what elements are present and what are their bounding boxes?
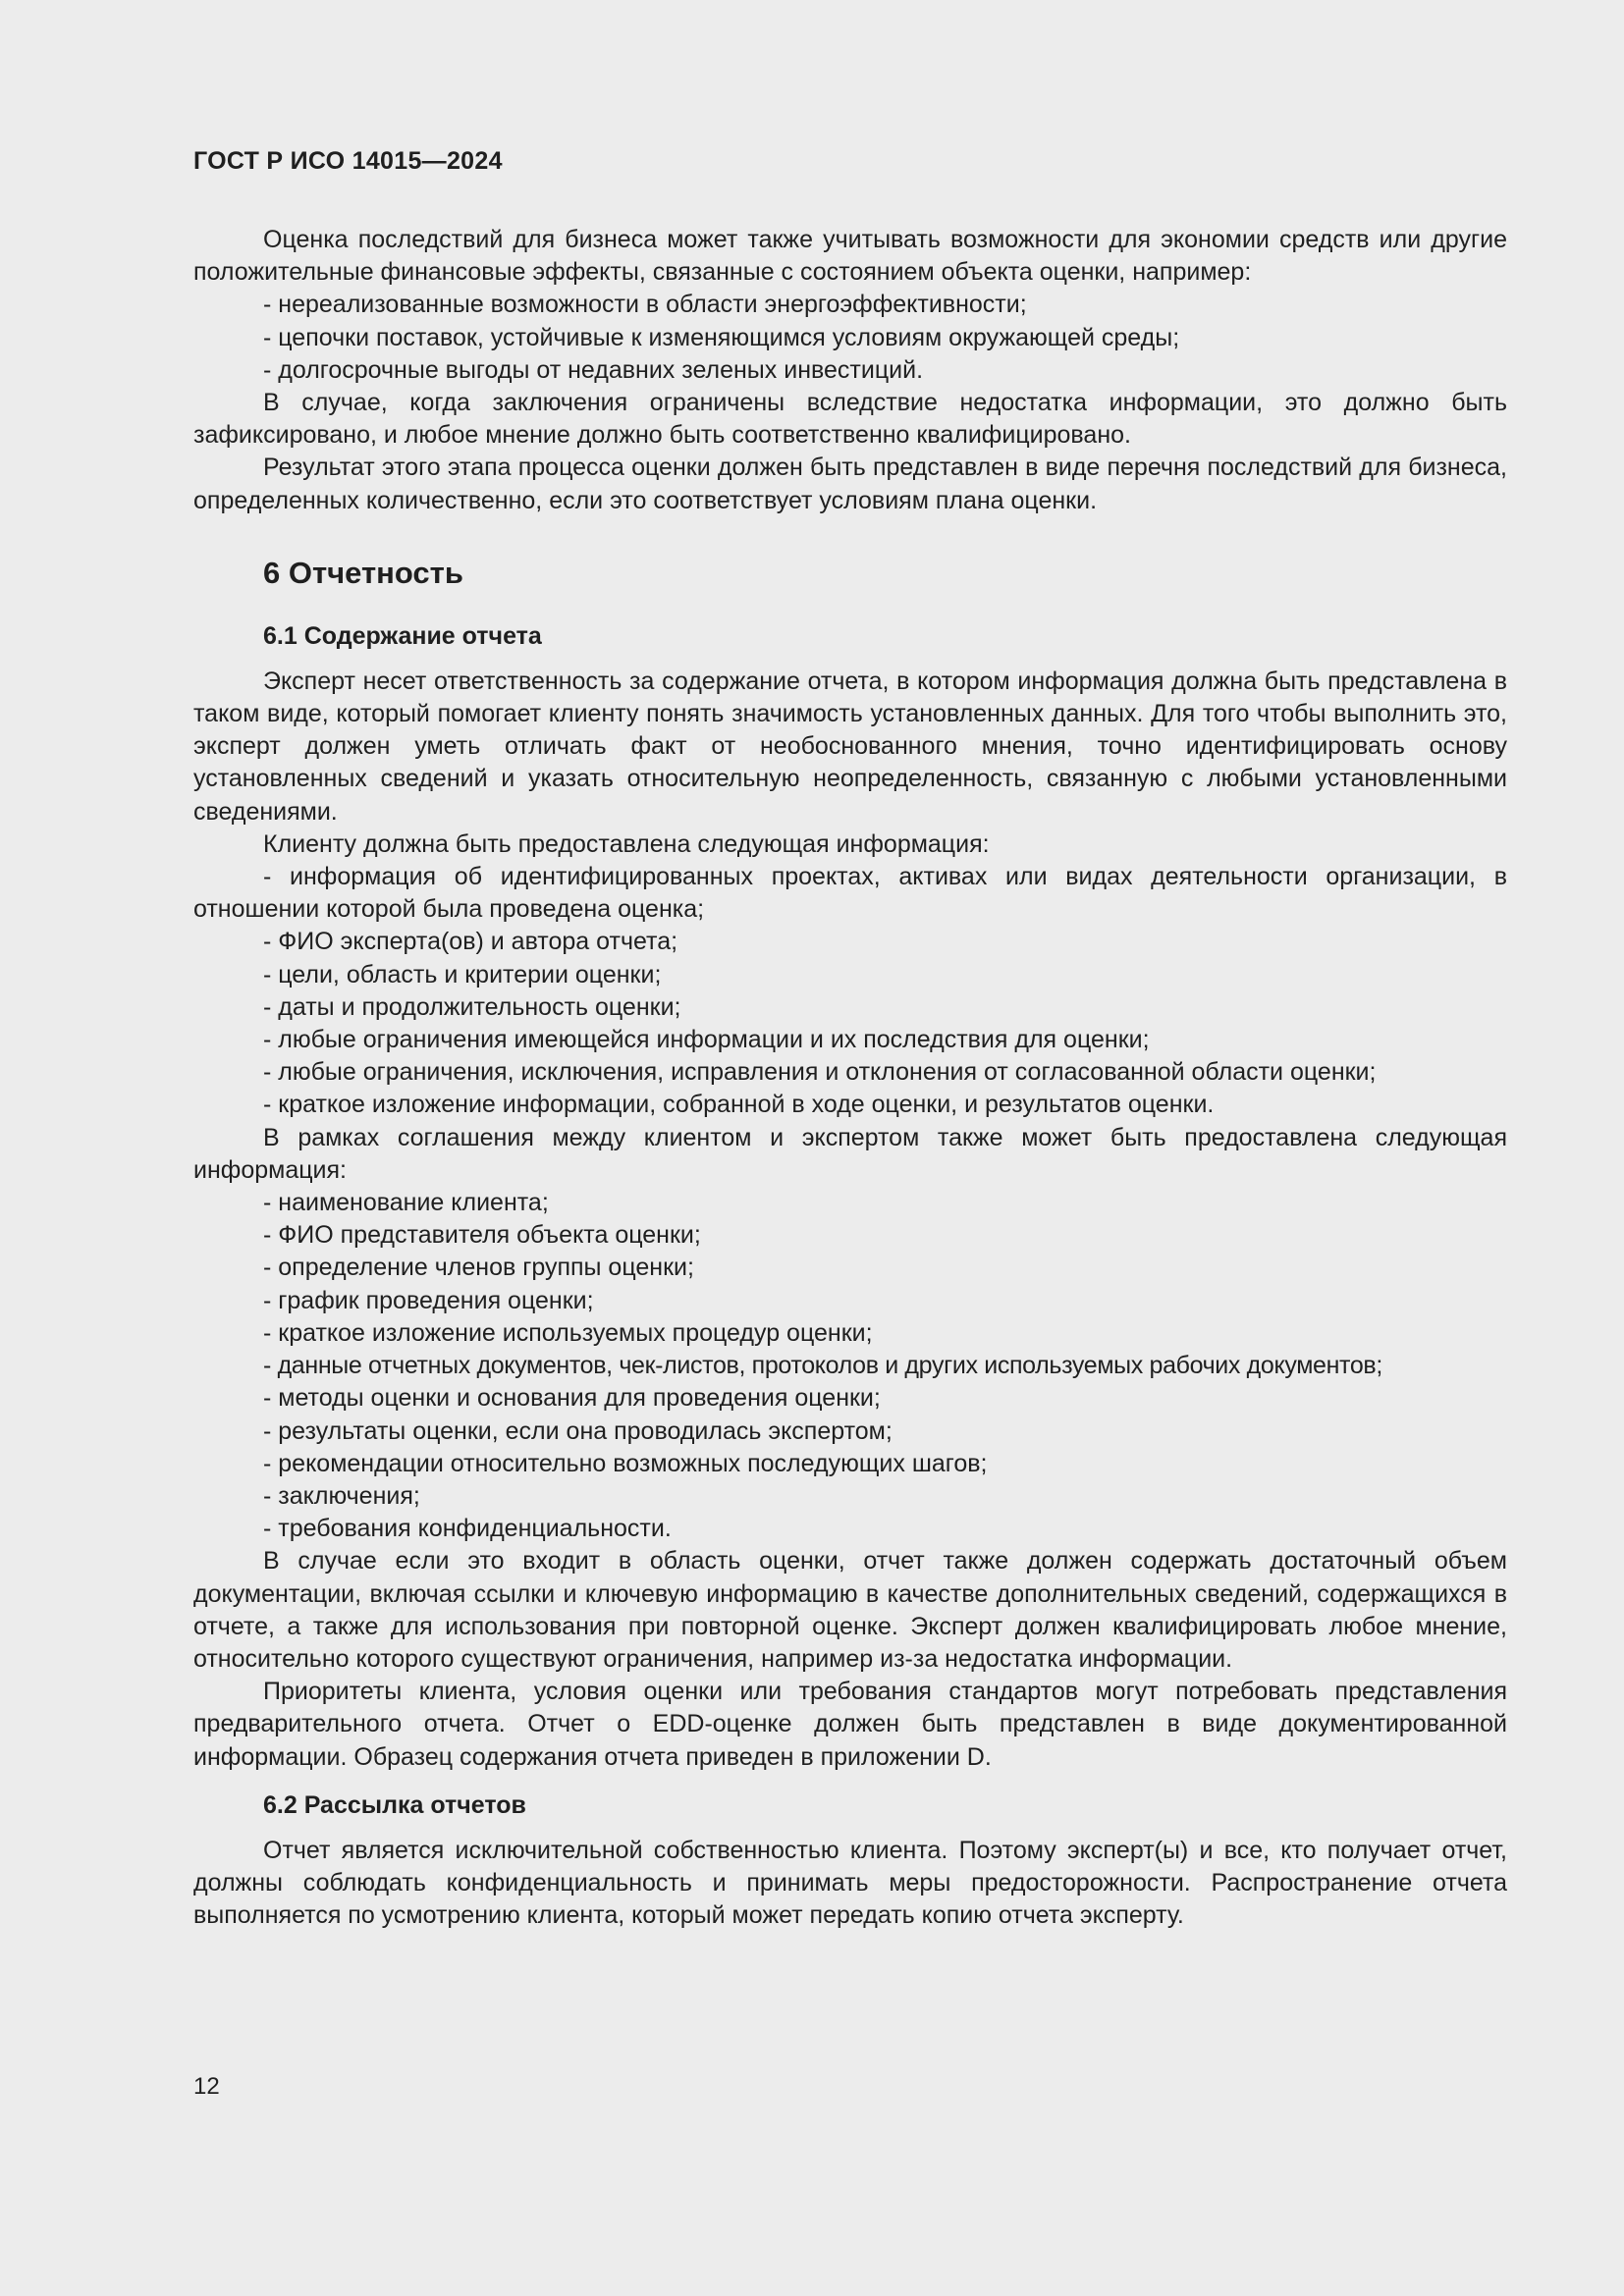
section-6-1-paragraph-2: Клиенту должна быть предоставлена следующая информация: xyxy=(263,829,990,858)
required-info-list-item: - любые ограничения, исключения, исправления и отклонения от согласованной области оценки; xyxy=(263,1058,1377,1087)
optional-info-list-item: - методы оценки и основания для проведения оценки; xyxy=(263,1384,881,1413)
required-info-list-item: - даты и продолжительность оценки; xyxy=(263,992,681,1021)
optional-info-list-item: - результаты оценки, если она проводилась экспертом; xyxy=(263,1416,893,1445)
intro-list-item: - долгосрочные выгоды от недавних зеленых инвестиций. xyxy=(263,355,924,384)
section-6-2-paragraph-1: Отчет является исключительной собственностью клиента. Поэтому эксперт(ы) и все, кто получает отчет, должны соблюдать конфиденциальность и принимать меры предосторожности. Распространение отчета выполняется по усмотрению клиента, который может передать копию отчета эксперту. xyxy=(193,1836,1507,1930)
section-6-1-paragraph-4: В случае если это входит в область оценки, отчет также должен содержать достаточный объем документации, включая ссылки и ключевую информацию в качестве дополнительных сведений, содержащихся в отчете, а также для использования при повторной оценке. Эксперт должен квалифицировать любое мнение, относительно которого существуют ограничения, например из-за недостатка информации. xyxy=(193,1547,1507,1673)
page-number: 12 xyxy=(193,2073,220,2100)
optional-info-list-item: - краткое изложение используемых процедур оценки; xyxy=(263,1318,873,1347)
section-6-1-heading: 6.1 Содержание отчета xyxy=(263,621,542,650)
section-6-2-heading: 6.2 Рассылка отчетов xyxy=(263,1790,526,1819)
optional-info-list-item: - заключения; xyxy=(263,1481,420,1510)
required-info-list-item: - любые ограничения имеющейся информации и их последствия для оценки; xyxy=(263,1026,1150,1054)
optional-info-list-item: - наименование клиента; xyxy=(263,1189,549,1217)
optional-info-list-item: - определение членов группы оценки; xyxy=(263,1254,694,1282)
intro-paragraph-2: В случае, когда заключения ограничены вследствие недостатка информации, это должно быть зафиксировано, и любое мнение должно быть соответственно квалифицировано. xyxy=(193,389,1507,450)
optional-info-list-item: - ФИО представителя объекта оценки; xyxy=(263,1221,701,1250)
intro-list-item: - нереализованные возможности в области энергоэффективности; xyxy=(263,291,1027,319)
optional-info-list-item: - данные отчетных документов, чек-листов, протоколов и других используемых рабочих документов; xyxy=(263,1352,1382,1380)
intro-paragraph-1: Оценка последствий для бизнеса может также учитывать возможности для экономии средств или другие положительные финансовые эффекты, связанные с состоянием объекта оценки, например: xyxy=(193,226,1507,287)
optional-info-list-item: - график проведения оценки; xyxy=(263,1286,594,1314)
page-content xyxy=(193,224,1507,1932)
section-6-1-paragraph-5: Приоритеты клиента, условия оценки или требования стандартов могут потребовать представления предварительного отчета. Отчет о EDD-оценке должен быть представлен в виде документированной информации. Образец содержания отчета приведен в приложении D. xyxy=(193,1678,1507,1771)
optional-info-list-item: - рекомендации относительно возможных последующих шагов; xyxy=(263,1449,988,1477)
required-info-list-item: - информация об идентифицированных проектах, активах или видах деятельности организации, в отношении которой была проведена оценка; xyxy=(193,863,1507,924)
section-6-heading: 6 Отчетность xyxy=(263,555,463,590)
section-6-1-paragraph-3: В рамках соглашения между клиентом и экспертом также может быть предоставлена следующая информация: xyxy=(193,1123,1507,1184)
intro-list-item: - цепочки поставок, устойчивые к изменяющимся условиям окружающей среды; xyxy=(263,323,1180,351)
intro-paragraph-3: Результат этого этапа процесса оценки должен быть представлен в виде перечня последствий для бизнеса, определенных количественно, если это соответствует условиям плана оценки. xyxy=(193,454,1507,514)
required-info-list-item: - цели, область и критерии оценки; xyxy=(263,960,662,988)
required-info-list-item: - ФИО эксперта(ов) и автора отчета; xyxy=(263,928,678,956)
required-info-list-item: - краткое изложение информации, собранной в ходе оценки, и результатов оценки. xyxy=(263,1091,1215,1119)
section-6-1-paragraph-1: Эксперт несет ответственность за содержание отчета, в котором информация должна быть представлена в таком виде, который помогает клиенту понять значимость установленных данных. Для того чтобы выполнить это, эксперт должен уметь отличать факт от необоснованного мнения, точно идентифицировать основу установленных сведений и указать относительную неопределенность, связанную с любыми установленными сведениями. xyxy=(193,667,1507,826)
document-header: ГОСТ Р ИСО 14015—2024 xyxy=(193,147,503,175)
optional-info-list-item: - требования конфиденциальности. xyxy=(263,1515,672,1543)
